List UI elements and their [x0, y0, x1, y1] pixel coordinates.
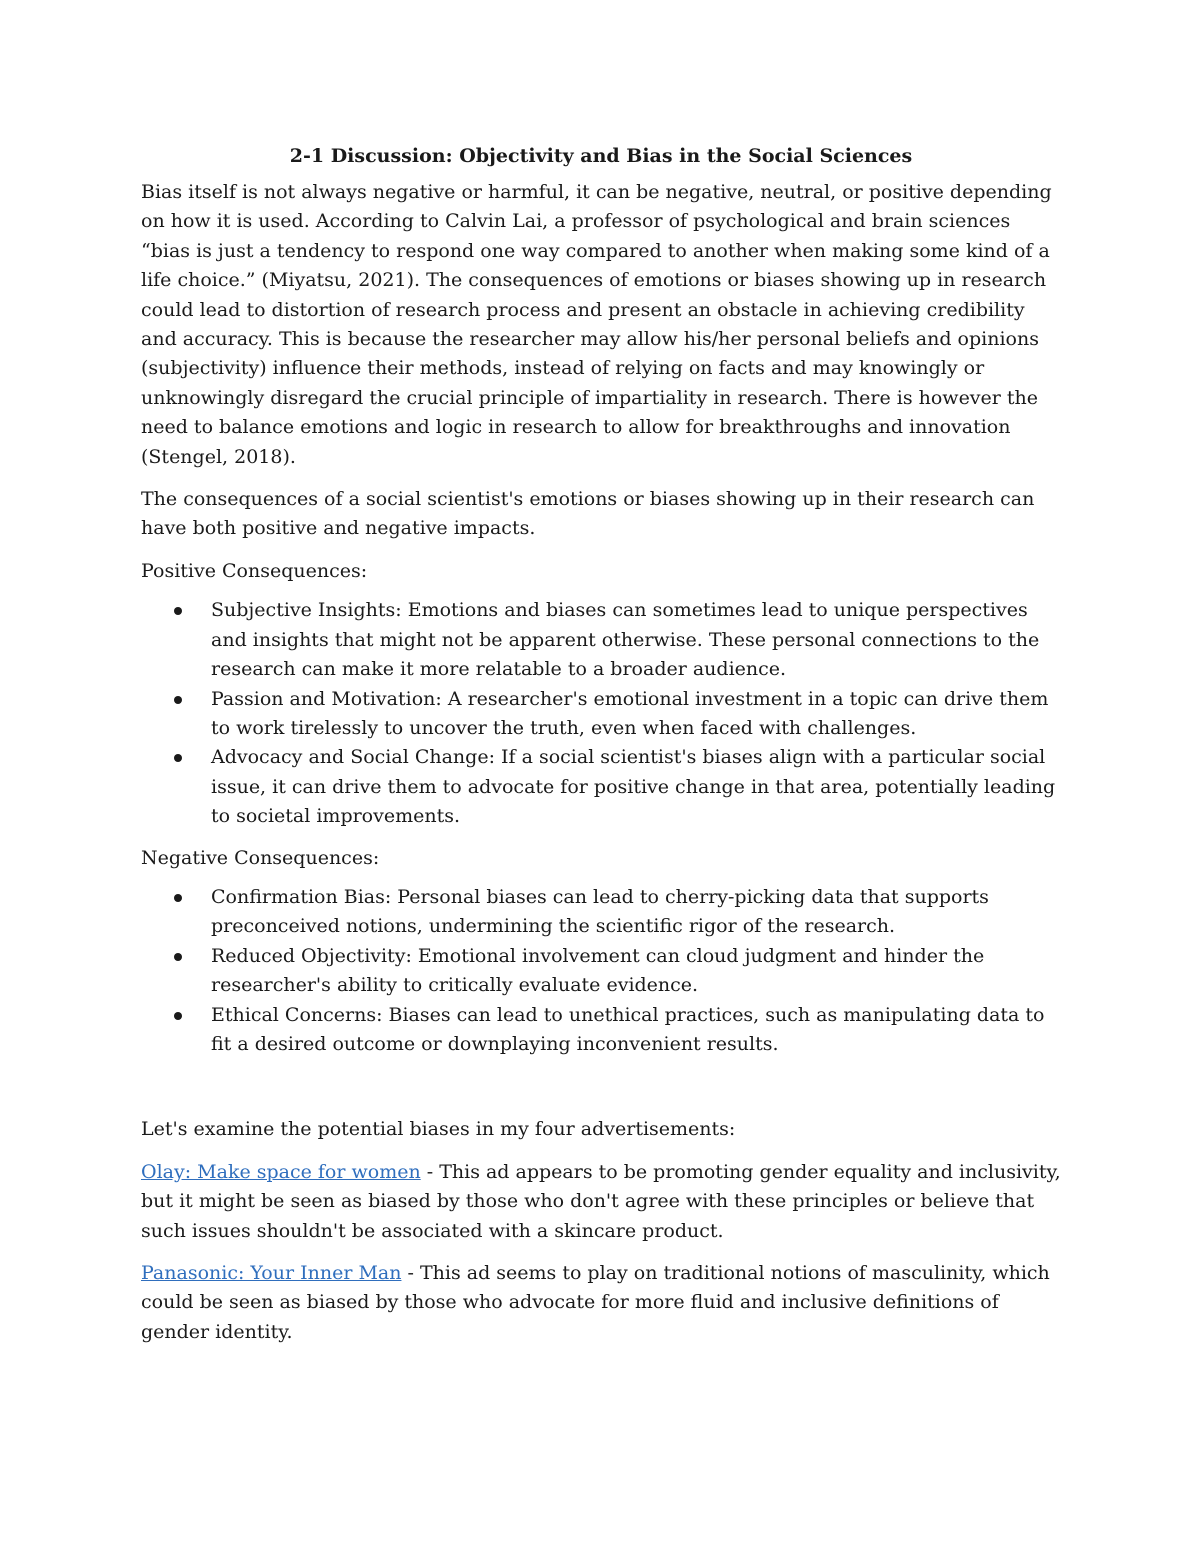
list-item: [141, 883, 1061, 942]
list-item-text: Advocacy and Social Change: If a social scientist's biases align with a particular social issue, it can drive them to advocate for positive change in that area, potentially leading to societal improvements.: [211, 746, 1056, 828]
document-page: [141, 140, 1061, 1360]
list-item-text: Ethical Concerns: Biases can lead to unethical practices, such as manipulating data to fit a desired outcome or downplaying inconvenient results.: [211, 1003, 1045, 1055]
positive-consequences-list: [141, 596, 1061, 831]
panasonic-ad-description: - This ad seems to play on traditional notions of masculinity, which could be seen as biased by those who advocate for more fluid and inclusive definitions of gender identity.: [141, 1262, 1050, 1343]
list-item-text: Subjective Insights: Emotions and biases can sometimes lead to unique perspectives and insights that might not be apparent otherwise. These personal connections to the research can make it more relatable to a broader audience.: [211, 599, 1040, 681]
ad-entry-olay: [141, 1158, 1061, 1246]
blank-line: [141, 1071, 1061, 1115]
list-item: [141, 743, 1061, 831]
list-item: [141, 942, 1061, 1001]
intro-paragraph: Bias itself is not always negative or harmful, it can be negative, neutral, or positive depending on how it is used. According to Calvin Lai, a professor of psychological and brain sciences “bias is just a tendency to respond one way compared to another when making some kind of a life choice.” (Miyatsu, 2021). The consequences of emotions or biases showing up in research could lead to distortion of research process and present an obstacle in achieving credibility and accuracy. This is because the researcher may allow his/her personal beliefs and opinions (subjectivity) influence their methods, instead of relying on facts and may knowingly or unknowingly disregard the crucial principle of impartiality in research. There is however the need to balance emotions and logic in research to allow for breakthroughs and innovation (Stengel, 2018).: [141, 181, 1052, 468]
list-item-text: Confirmation Bias: Personal biases can lead to cherry-picking data that supports preconceived notions, undermining the scientific rigor of the research.: [211, 885, 989, 938]
bullet-icon: [174, 607, 182, 615]
bullet-icon: [174, 1012, 182, 1020]
bullet-icon: [174, 696, 182, 704]
ad-entry-panasonic: [141, 1259, 1061, 1347]
document-title: 2-1 Discussion: Objectivity and Bias in the Social Sciences: [289, 145, 913, 167]
olay-ad-description: - This ad appears to be promoting gender equality and inclusivity, but it might be seen as biased by those who don't agree with these principles or believe that such issues shouldn't be associated with a skincare product.: [141, 1160, 1061, 1242]
bullet-icon: [174, 754, 182, 762]
bullet-icon: [174, 953, 182, 961]
negative-consequences-label: Negative Consequences:: [141, 846, 380, 869]
ads-intro: Let's examine the potential biases in my four advertisements:: [141, 1118, 736, 1141]
list-item: [141, 1001, 1061, 1060]
list-item-text: Reduced Objectivity: Emotional involvement can cloud judgment and hinder the researcher's ability to critically evaluate evidence.: [211, 944, 985, 997]
list-item-text: Passion and Motivation: A researcher's emotional investment in a topic can drive them to work tirelessly to uncover the truth, even when faced with challenges.: [211, 687, 1049, 739]
negative-consequences-list: [141, 883, 1061, 1059]
consequences-paragraph: The consequences of a social scientist's emotions or biases showing up in their research can have both positive and negative impacts.: [141, 488, 1035, 540]
bullet-icon: [174, 894, 182, 902]
panasonic-ad-link[interactable]: Panasonic: Your Inner Man: [141, 1262, 402, 1284]
olay-ad-link[interactable]: Olay: Make space for women: [141, 1160, 421, 1183]
positive-consequences-label: Positive Consequences:: [141, 559, 368, 582]
list-item: [141, 596, 1061, 684]
list-item: [141, 685, 1061, 744]
